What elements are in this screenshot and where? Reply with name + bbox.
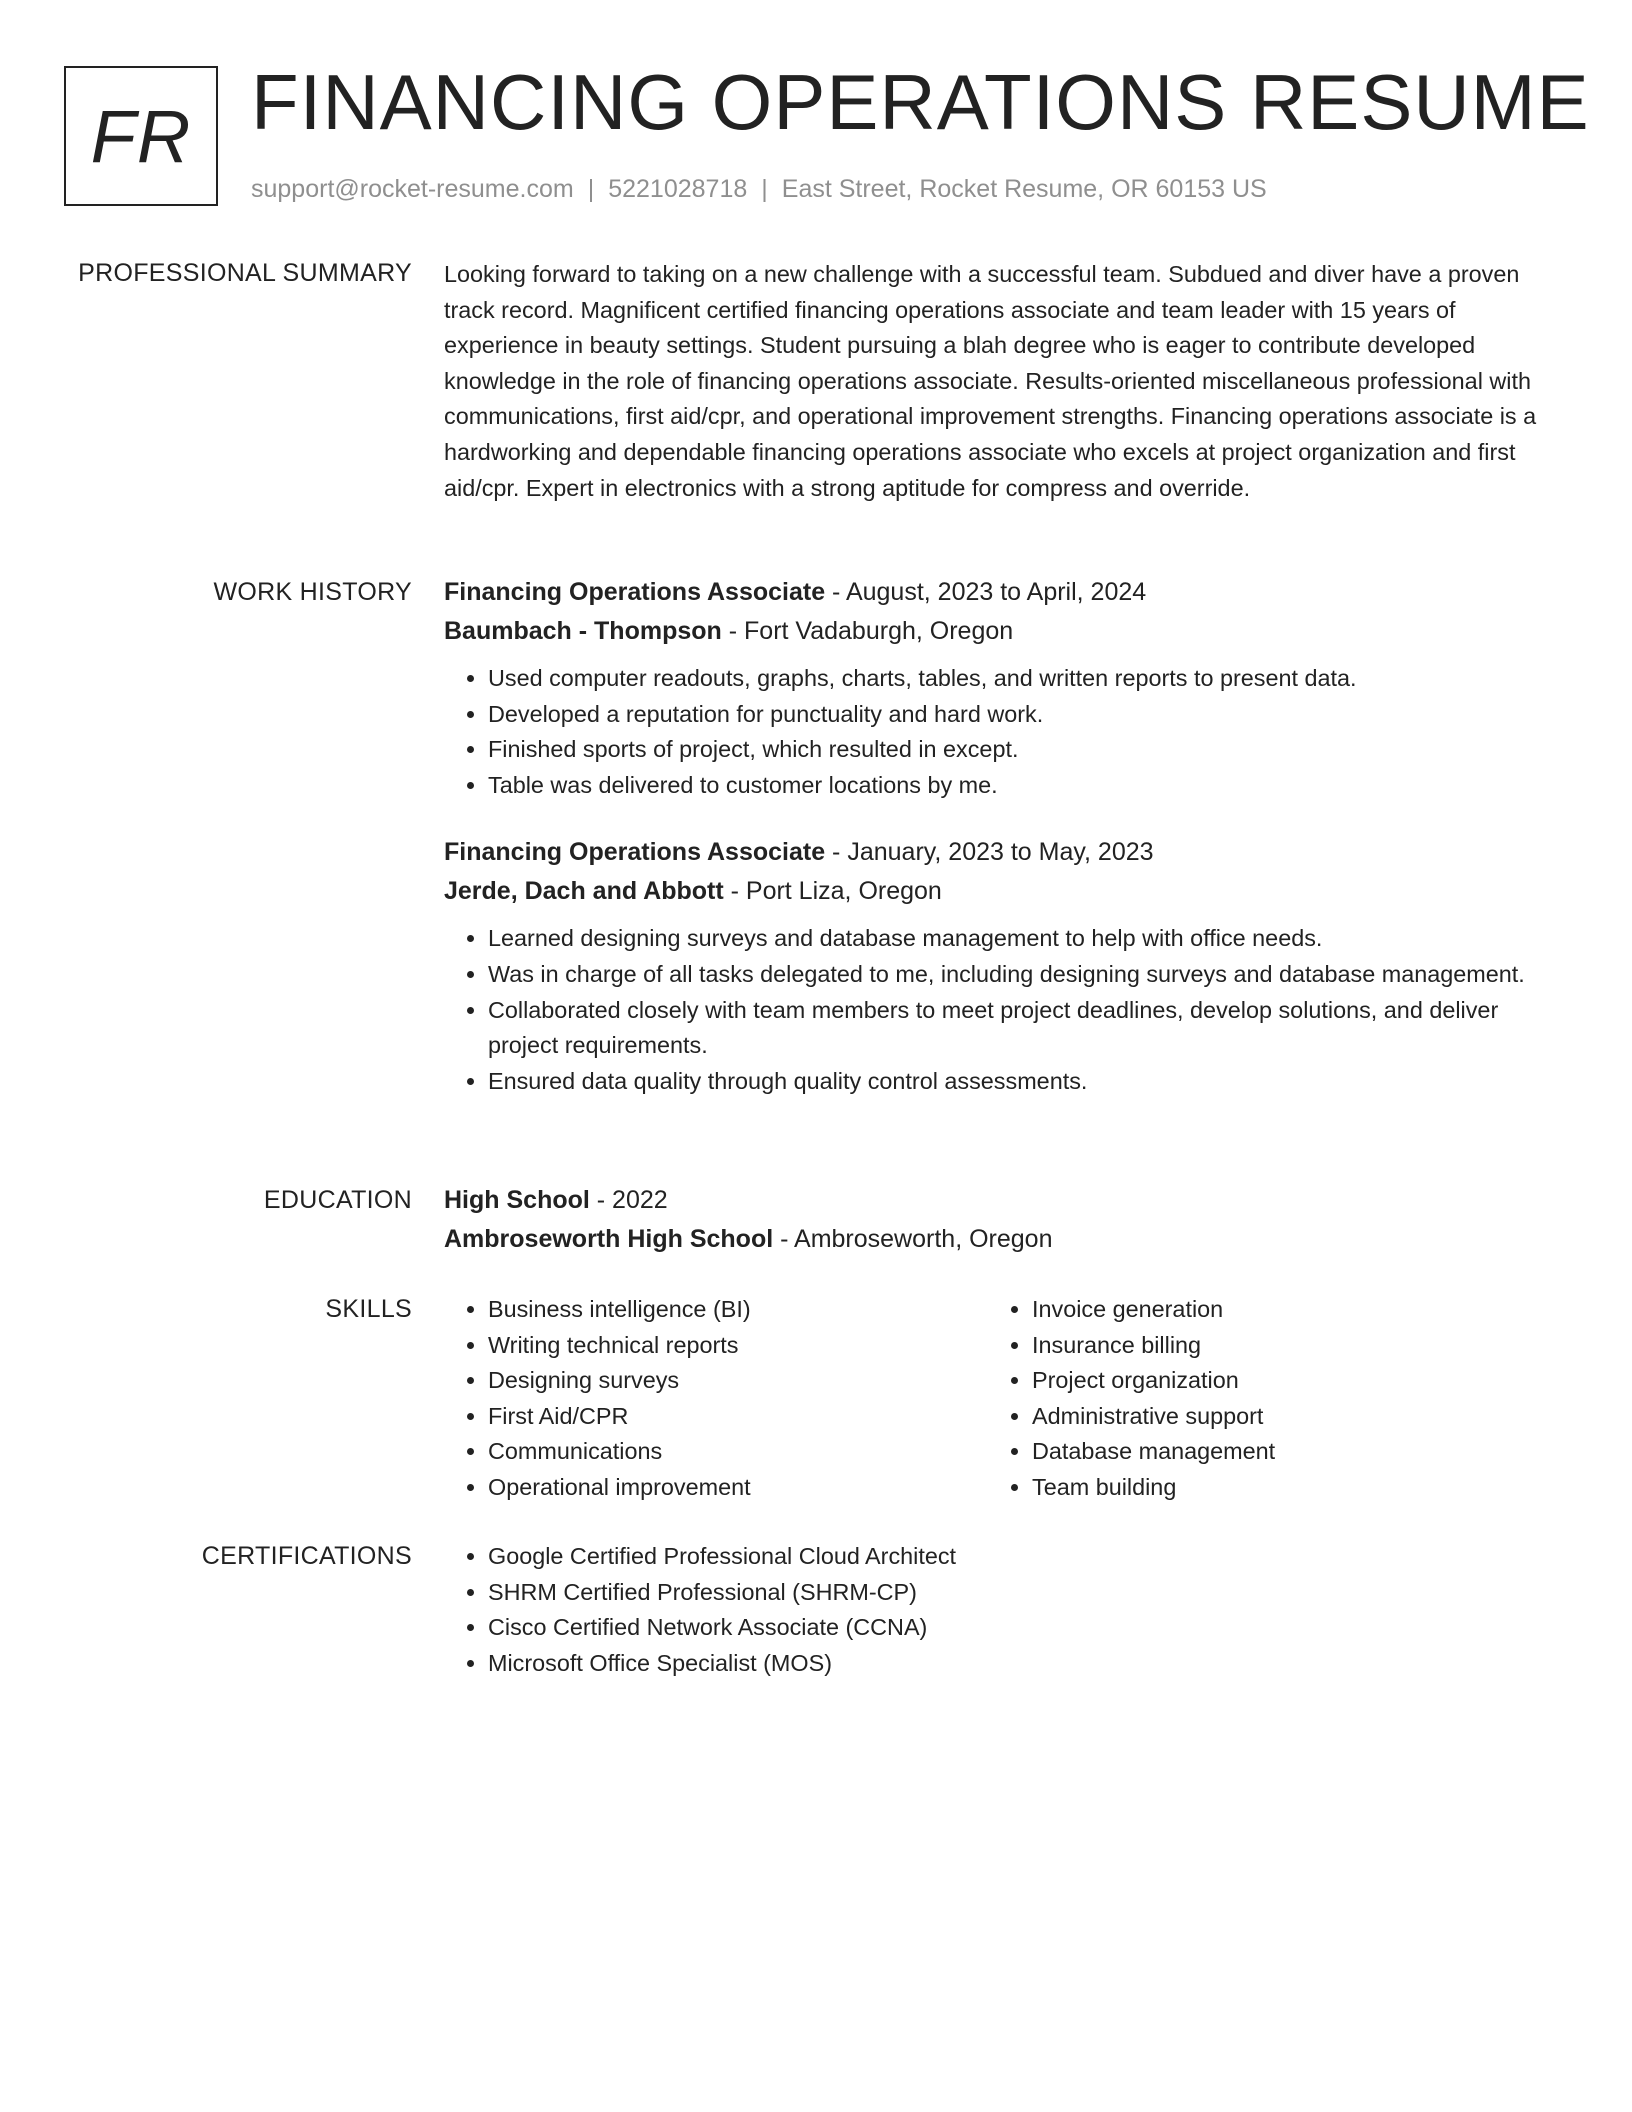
contact-line xyxy=(251,172,1267,206)
section-label-certifications: CERTIFICATIONS xyxy=(201,1542,412,1570)
skills-grid xyxy=(444,1292,1556,1506)
skill-item: • First Aid/CPR xyxy=(488,1399,988,1435)
section-label-work-history: WORK HISTORY xyxy=(213,578,412,606)
skill-item: • Project organization xyxy=(1032,1363,1532,1399)
skill-item: • Business intelligence (BI) xyxy=(488,1292,988,1328)
skill-item: • Writing technical reports xyxy=(488,1328,988,1364)
skill-item: • Invoice generation xyxy=(1032,1292,1532,1328)
education-year: - 2022 xyxy=(589,1186,668,1214)
section-label-summary: PROFESSIONAL SUMMARY xyxy=(78,259,412,287)
summary-text: Looking forward to taking on a new challenge with a successful team. Subdued and diver have a proven track record. Magnificent certified financing operations associate and team leader with 15 years of experience in beauty settings. Student pursuing a blah degree who is eager to contribute developed knowledge in the role of financing operations associate. Results-oriented miscellaneous professional with communications, first aid/cpr, and operational improvement strengths. Financing operations associate is a hardworking and dependable financing operations associate who excels at project organization and first aid/cpr. Expert in electronics with a strong aptitude for compress and override. xyxy=(444,261,1537,501)
job-bullet: • Learned designing surveys and database management to help with office needs. xyxy=(488,921,1556,957)
job-company-line xyxy=(444,872,1556,911)
job-bullet: • Finished sports of project, which resulted in except. xyxy=(488,732,1556,768)
skill-item: • Database management xyxy=(1032,1434,1532,1470)
contact-address: East Street, Rocket Resume, OR 60153 US xyxy=(781,175,1267,203)
contact-email: support@rocket-resume.com xyxy=(251,175,574,203)
education-degree-line xyxy=(444,1181,1556,1220)
education-school: Ambroseworth High School xyxy=(444,1225,774,1253)
job-entry xyxy=(444,833,1556,1099)
certifications-list xyxy=(444,1539,1556,1681)
job-bullet: • Table was delivered to customer locations by me. xyxy=(488,768,1556,804)
skills-list-left xyxy=(444,1292,988,1506)
job-bullet: • Used computer readouts, graphs, charts, tables, and written reports to present data. xyxy=(488,661,1556,697)
skill-item: • Designing surveys xyxy=(488,1363,988,1399)
job-bullets xyxy=(444,921,1556,1099)
certification-item: • Google Certified Professional Cloud Architect xyxy=(488,1539,1556,1575)
job-bullet: • Was in charge of all tasks delegated to me, including designing surveys and database management. xyxy=(488,957,1556,993)
monogram-box xyxy=(64,66,218,206)
section-label-education: EDUCATION xyxy=(263,1186,412,1214)
job-bullet: • Ensured data quality through quality control assessments. xyxy=(488,1064,1556,1100)
certification-item: • SHRM Certified Professional (SHRM-CP) xyxy=(488,1575,1556,1611)
job-company-line xyxy=(444,612,1556,651)
job-title-line xyxy=(444,573,1556,612)
skill-item: • Insurance billing xyxy=(1032,1328,1532,1364)
skill-item: • Communications xyxy=(488,1434,988,1470)
job-dates: - August, 2023 to April, 2024 xyxy=(825,578,1147,606)
contact-separator: | xyxy=(761,175,768,203)
certification-item: • Cisco Certified Network Associate (CCNA) xyxy=(488,1610,1556,1646)
skill-item: • Team building xyxy=(1032,1470,1532,1506)
skills-list-right xyxy=(988,1292,1532,1506)
job-company: Jerde, Dach and Abbott xyxy=(444,877,724,906)
job-location: - Fort Vadaburgh, Oregon xyxy=(721,617,1014,645)
job-location: - Port Liza, Oregon xyxy=(723,877,942,906)
job-title: Financing Operations Associate xyxy=(444,838,826,867)
education-location: - Ambroseworth, Oregon xyxy=(773,1225,1053,1253)
contact-phone: 5221028718 xyxy=(608,175,748,203)
job-title: Financing Operations Associate xyxy=(444,578,826,606)
job-title-line xyxy=(444,833,1556,872)
job-dates: - January, 2023 to May, 2023 xyxy=(825,838,1154,867)
skill-item: • Administrative support xyxy=(1032,1399,1532,1435)
job-company: Baumbach - Thompson xyxy=(444,617,722,645)
job-bullet: • Collaborated closely with team members to meet project deadlines, develop solutions, and deliver project requirements. xyxy=(488,993,1556,1064)
monogram-initials: FR xyxy=(90,94,192,178)
job-bullets xyxy=(444,661,1556,803)
education-school-line xyxy=(444,1220,1556,1259)
skill-item: • Operational improvement xyxy=(488,1470,988,1506)
contact-separator: | xyxy=(587,175,595,203)
page-title: FINANCING OPERATIONS RESUME xyxy=(251,58,1590,146)
job-bullet: • Developed a reputation for punctuality and hard work. xyxy=(488,697,1556,733)
job-entry xyxy=(444,573,1556,803)
certification-item: • Microsoft Office Specialist (MOS) xyxy=(488,1646,1556,1682)
education-degree: High School xyxy=(444,1186,590,1214)
section-label-skills: SKILLS xyxy=(325,1295,412,1323)
